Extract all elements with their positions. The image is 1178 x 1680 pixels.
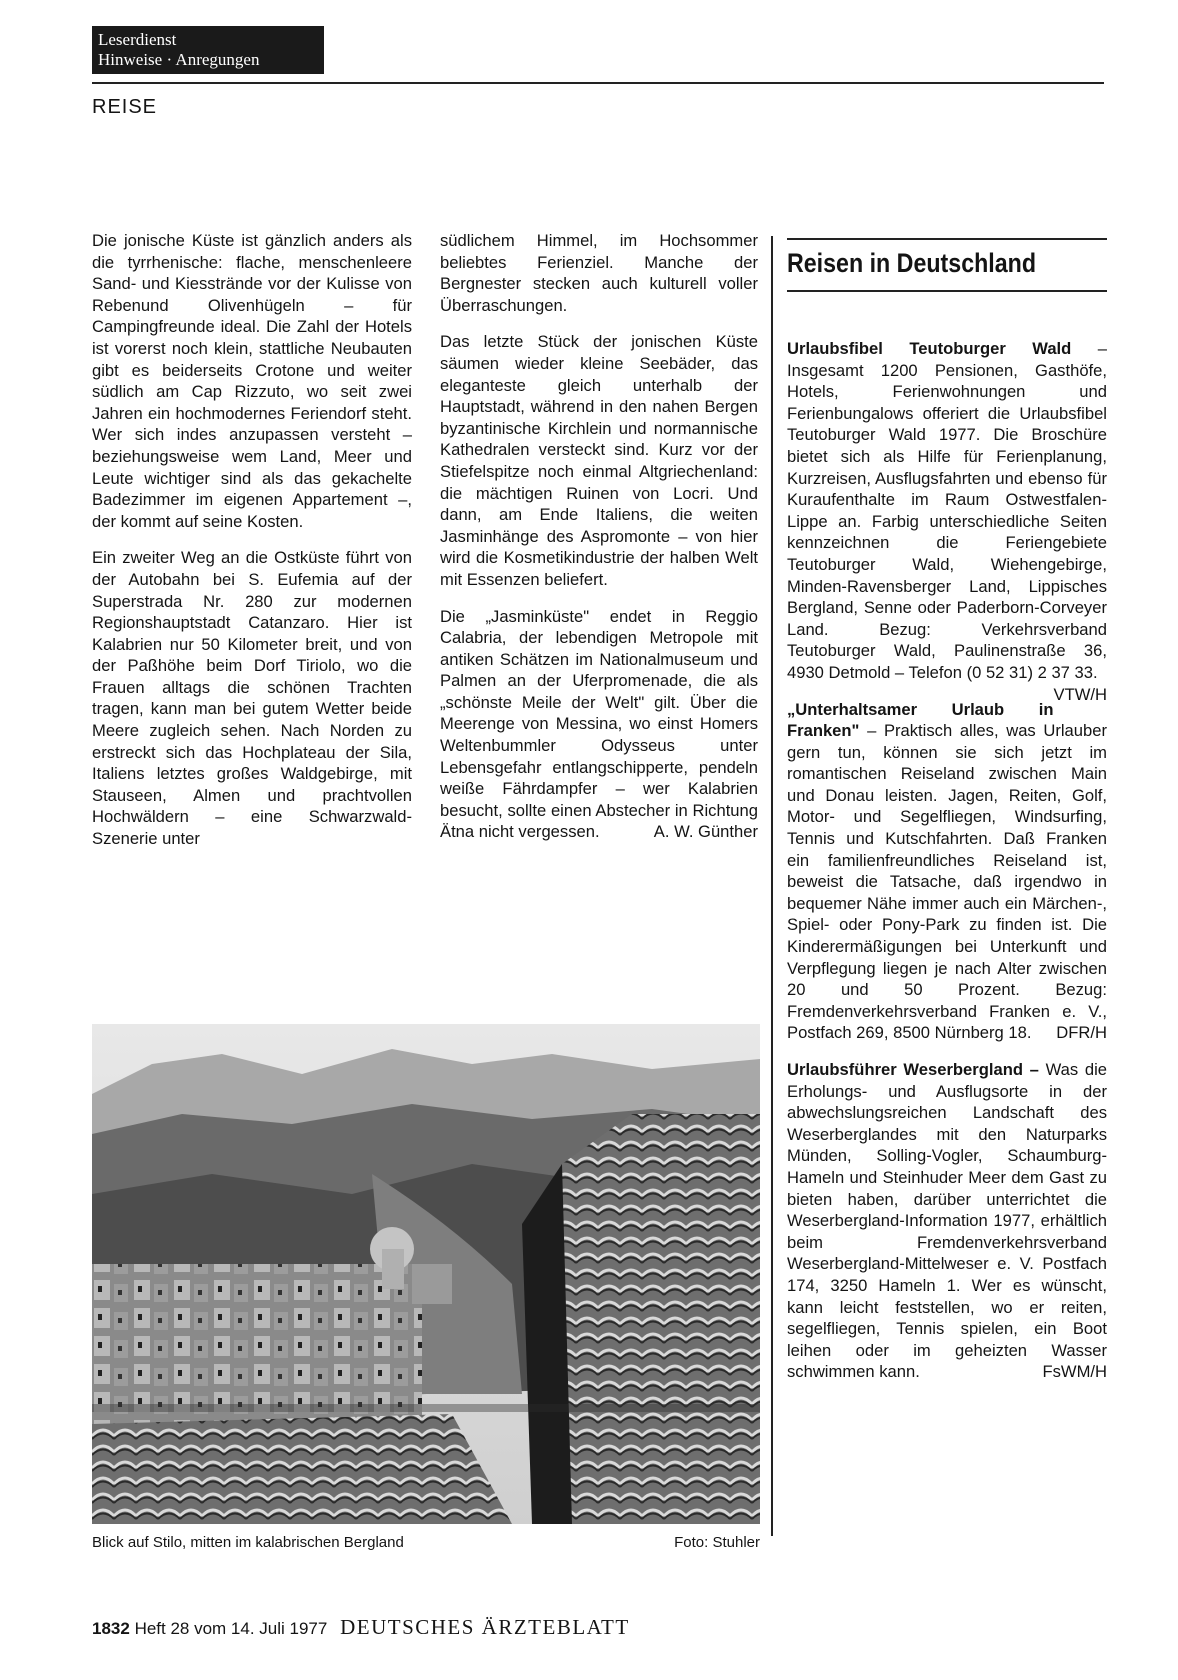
sidebar-item-sign: DFR/H xyxy=(1056,1023,1107,1043)
article-paragraph: Ein zweiter Weg an die Ostküste führt von der Autobahn bei S. Eufemia auf der Superstrada Nr. 280 zur modernen Regionshauptstadt Catanzaro. Hier ist Kalabrien nur 50 Kilometer breit, und von der Paßhöhe beim Dorf Tiriolo, wo die Frauen alltags die schönen Trachten tragen, kann man bei gutem Wetter beide Meere zugleich sehen. Nach Norden zu erstreckt sich das Hochplateau der Sila, Italiens letztes großes Waldgebirge, mit Stauseen, Almen und prachtvollen Hochwäldern – eine Schwarzwald-Szenerie unter xyxy=(92,548,412,849)
photo-caption xyxy=(92,1534,760,1551)
sidebar-item xyxy=(787,699,1107,1045)
sidebar-item-sign: FsWM/H xyxy=(1042,1362,1107,1382)
sidebar-top-rule xyxy=(787,238,1107,240)
article-paragraph: Das letzte Stück der jonischen Küste säumen wieder kleine Seebäder, das eleganteste gleich unterhalb der Hauptstadt, während in den nahen Bergen byzantinische Kirchlein und normannische Kathedralen versteckt sind. Kurz vor der Stiefelspitze noch einmal Altgriechenland: die mächtigen Ruinen von Locri. Und dann, am Ende Italiens, die weiten Jasminhänge des Aspromonte – von hier wird die Kosmetikindustrie der halben Welt mit Essenzen beliefert. xyxy=(440,332,758,589)
article-column-1 xyxy=(92,230,412,865)
column-divider xyxy=(771,236,773,1536)
article-column-2 xyxy=(440,230,758,858)
journal-name: DEUTSCHES ÄRZTEBLATT xyxy=(340,1615,630,1639)
sidebar-item-text: – Insgesamt 1200 Pensionen, Gasthöfe, Hotels, Ferienwohnungen und Ferienbungalows offeriert die Urlaubsfibel Teutoburger Wald 1977. Die Broschüre bietet sich als Hilfe für Ferienplanung, Kurzreisen, Ausflugsfahrten und ebenso für Kuraufenthalte im Raum Ostwestfalen-Lippe an. Farbig unterschiedliche Seiten kennzeichnen die Feriengebiete Teutoburger Wald, Wiehengebirge, Minden-Ravensberger Land, Lippisches Bergland, Senne oder Paderborn-Corveyer Land. Bezug: Verkehrsverband Teutoburger Wald, Paulinenstraße 36, 4930 Detmold – Telefon (0 52 31) 2 37 33. xyxy=(787,339,1107,682)
article-paragraph: südlichem Himmel, im Hochsommer beliebtes Ferienziel. Manche der Bergnester stecken auch kulturell voller Überraschungen. xyxy=(440,231,758,315)
photo-illustration xyxy=(92,1024,760,1524)
sidebar-bottom-rule xyxy=(787,290,1107,292)
article-paragraph-text: Die „Jasminküste" endet in Reggio Calabria, der lebendigen Metropole mit antiken Schätzen im Nationalmuseum und Palmen an der Uferpromenade, die als „schönste Meile der Welt" gilt. Über die Meerenge von Messina, wo einst Homers Weltenbummler Odysseus unter Lebensgefahr entlangschipperte, pendeln weiße Fährdampfer – wer Kalabrien besucht, sollte einen Abstecher in Richtung Ätna nicht vergessen. xyxy=(440,606,758,842)
header-line-1: Leserdienst xyxy=(98,30,177,49)
sidebar-item-text: Was die Erholungs- und Ausflugsorte in der abwechslungsreichen Landschaft des Weserberglandes mit den Naturparks Münden, Solling-Vogler, Schaumburg-Hameln und Steinhuder Meer dem Gast zu bieten haben, darüber unterrichtet die Weserbergland-Information 1977, erhältlich beim Fremdenverkehrsverband Weserbergland-Mittelweser e. V. Postfach 174, 3250 Hameln 1. Wer es wünscht, kann leicht feststellen, wo er reiten, segelfliegen, Tennis spielen, ein Boot leihen oder im geheizten Wasser schwimmen kann. xyxy=(787,1060,1107,1382)
sidebar-column xyxy=(787,338,1107,1398)
sidebar-item-text: – Praktisch alles, was Urlauber gern tun, können sie sich jetzt im romantischen Reiseland zwischen Main und Donau leisten. Jagen, Reiten, Golf, Motor- und Segelfliegen, Windsurfing, Tennis und Kutschfahrten. Daß Franken ein familienfreundliches Reiseland ist, beweist die Tatsache, daß irgendwo in bequemer Nähe immer auch ein Märchen-, Spiel- oder Pony-Park zu finden ist. Die Kinderermäßigungen bei Unterkunft und Verpflegung liegen je nach Alter zwischen 20 und 50 Prozent. Bezug: Fremdenverkehrsverband Franken e. V., Postfach 269, 8500 Nürnberg 18. xyxy=(787,721,1107,1043)
issue-info: Heft 28 vom 14. Juli 1977 xyxy=(134,1619,328,1638)
photo-stilo xyxy=(92,1024,760,1524)
sidebar-title: Reisen in Deutschland xyxy=(787,248,1037,278)
page-number: 1832 xyxy=(92,1619,130,1638)
sidebar-item xyxy=(787,1059,1107,1383)
article-paragraph xyxy=(440,606,758,844)
photo-credit: Foto: Stuhler xyxy=(674,1534,760,1551)
section-header-box xyxy=(92,26,324,74)
sidebar-item-heading: Urlaubsfibel Teutoburger Wald xyxy=(787,339,1072,358)
caption-text: Blick auf Stilo, mitten im kalabrischen Bergland xyxy=(92,1534,404,1551)
section-label: REISE xyxy=(92,96,158,118)
article-author: A. W. Günther xyxy=(653,822,758,842)
sidebar-item-heading: Urlaubsführer Weserbergland – xyxy=(787,1060,1039,1079)
top-rule xyxy=(92,82,1104,84)
page-footer xyxy=(92,1615,630,1640)
sidebar-item xyxy=(787,338,1107,704)
article-paragraph: Die jonische Küste ist gänzlich anders als die tyrrhenische: flache, menschenleere Sand- und Kiesstrände vor der Kulisse von Rebenund Olivenhügeln – für Campingfreunde ideal. Die Zahl der Hotels ist vorerst noch klein, stattliche Neubauten gibt es beiderseits Crotone und weiter südlich am Cap Rizzuto, wo seit zwei Jahren ein hochmodernes Feriendorf steht. Wer sich indes anzupassen versteht – beziehungsweise wem Land, Meer und Leute wichtiger sind als das gekachelte Badezimmer im eigenen Appartement –, der kommt auf seine Kosten. xyxy=(92,231,412,531)
sidebar-item-sign: VTW/H xyxy=(1053,684,1107,704)
sidebar-item-heading: „Unterhaltsamer Urlaub in Franken" xyxy=(787,699,1054,741)
header-line-2: Hinweise · Anregungen xyxy=(98,50,260,69)
